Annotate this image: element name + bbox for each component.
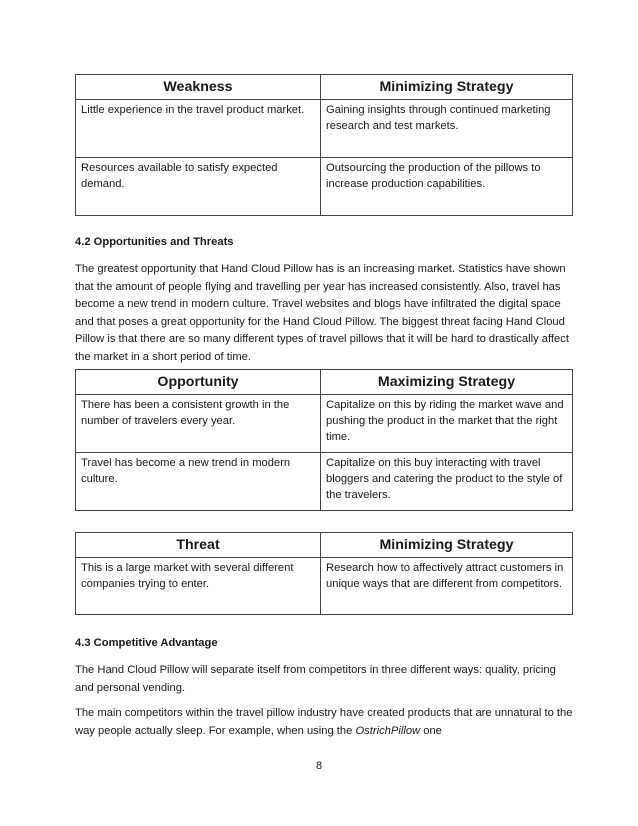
opportunity-table	[75, 369, 573, 511]
section-heading: 4.2 Opportunities and Threats	[75, 236, 234, 248]
product-name: OstrichPillow	[355, 724, 421, 737]
table-row	[76, 158, 573, 216]
table-row	[76, 558, 573, 615]
table-cell: Travel has become a new trend in modern culture.	[76, 453, 321, 511]
table-cell: This is a large market with several different companies trying to enter.	[76, 558, 321, 615]
table-cell: Research how to affectively attract customers in unique ways that are different from competitors.	[321, 558, 573, 615]
paragraph-text: one	[420, 724, 442, 737]
section-paragraph: The Hand Cloud Pillow will separate itself from competitors in three different ways: quality, pricing and personal vending.	[75, 664, 556, 694]
table-cell: Gaining insights through continued marketing research and test markets.	[321, 100, 573, 158]
threat-table	[75, 532, 573, 615]
paragraph-text: The main competitors within the travel pillow industry have created products that are unnatural to the way people actually sleep. For example, when using the	[75, 707, 573, 737]
table-header-row	[76, 75, 573, 100]
table-row	[76, 100, 573, 158]
table-cell: Outsourcing the production of the pillows to increase production capabilities.	[321, 158, 573, 216]
table-header-row	[76, 533, 573, 558]
table-row	[76, 395, 573, 453]
section-paragraph	[75, 705, 575, 740]
table-header: Threat	[76, 533, 321, 558]
section-paragraph: The greatest opportunity that Hand Cloud Pillow has is an increasing market. Statistics have shown that the amount of people flying and travelling per year has increased consistently. Also, travel has become a new trend in modern culture. Travel websites and blogs have infiltrated the digital space and that poses a great opportunity for the Hand Cloud Pillow. The biggest threat facing Hand Cloud Pillow is that there are so many different types of travel pillows that it will be hard to drastically affect the market in a short period of time.	[75, 263, 569, 363]
table-header: Minimizing Strategy	[321, 75, 573, 100]
page-number: 8	[315, 760, 323, 772]
table-cell: Resources available to satisfy expected demand.	[76, 158, 321, 216]
table-header: Weakness	[76, 75, 321, 100]
table-cell: Capitalize on this by riding the market wave and pushing the product in the market that the right time.	[321, 395, 573, 453]
table-header-row	[76, 370, 573, 395]
table-header: Minimizing Strategy	[321, 533, 573, 558]
table-header: Opportunity	[76, 370, 321, 395]
weakness-table	[75, 74, 573, 216]
section-heading: 4.3 Competitive Advantage	[75, 637, 218, 649]
table-header: Maximizing Strategy	[321, 370, 573, 395]
table-row	[76, 453, 573, 511]
table-cell: Little experience in the travel product market.	[76, 100, 321, 158]
table-cell: There has been a consistent growth in the number of travelers every year.	[76, 395, 321, 453]
table-cell: Capitalize on this buy interacting with travel bloggers and catering the product to the style of the travelers.	[321, 453, 573, 511]
